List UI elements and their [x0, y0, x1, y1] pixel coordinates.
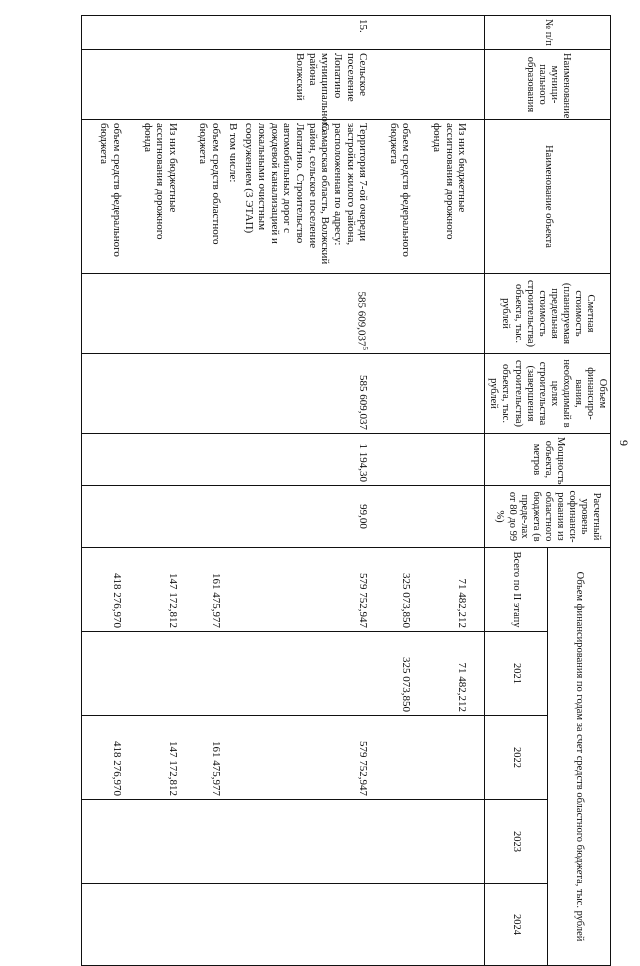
- cell-2023: [195, 800, 224, 884]
- header-estimate: Сметная стоимость (планируемая предельная стоимость строительства) объекта, тыс. рублей: [485, 274, 611, 354]
- cell-2023: [139, 800, 181, 884]
- table-row: [125, 16, 139, 966]
- row-label: Из них бюджетные ассигнования дорожного фонда: [428, 120, 470, 274]
- cell-2022: 147 172,812: [139, 716, 181, 800]
- header-funding-group: Объем финансирования по годам за счет средств областного бюджета, тыс. рублей: [548, 548, 611, 966]
- table-row: [241, 16, 371, 966]
- header-municipality: Наименование муници-пального образования: [485, 50, 611, 120]
- row-label: В том числе:: [224, 120, 241, 274]
- cell-2024: [139, 884, 181, 966]
- header-capacity: Мощность объекта, метров: [485, 434, 611, 486]
- header-year-2023: 2023: [485, 800, 548, 884]
- table-row: [428, 16, 470, 966]
- cell-financing-volume: 585 609,037: [241, 354, 371, 434]
- cell-2022: 161 475,977: [195, 716, 224, 800]
- cell-2022: [385, 716, 414, 800]
- cell-2021: [96, 632, 125, 716]
- table-row: [224, 16, 241, 966]
- cell-capacity: 1 194,30: [241, 434, 371, 486]
- row-label: Из них бюджетные ассигнования дорожного фонда: [139, 120, 181, 274]
- row-label: объем средств федерального бюджета: [385, 120, 414, 274]
- cell-total: 325 073,850: [385, 548, 414, 632]
- table-row: [139, 16, 181, 966]
- header-total: Всего по II этапу: [485, 548, 548, 632]
- header-year-2022: 2022: [485, 716, 548, 800]
- cell-total: 161 475,977: [195, 548, 224, 632]
- cell-estimate: [241, 274, 371, 354]
- cell-total: 579 752,947: [241, 548, 371, 632]
- cell-2024: [385, 884, 414, 966]
- cell-2021: [139, 632, 181, 716]
- cell-2024: [96, 884, 125, 966]
- cell-total: 147 172,812: [139, 548, 181, 632]
- row-label: объем средств федерального бюджета: [96, 120, 125, 274]
- cell-2023: [96, 800, 125, 884]
- cell-total: 418 276,970: [96, 548, 125, 632]
- cell-2023: [428, 800, 470, 884]
- table-row: [371, 16, 385, 966]
- cell-2021: 71 482,212: [428, 632, 470, 716]
- page-number: 9: [617, 440, 631, 446]
- table-row: [181, 16, 195, 966]
- cell-2022: 579 752,947: [241, 716, 371, 800]
- table-row: [195, 16, 224, 966]
- cell-2022: [428, 716, 470, 800]
- header-year-2024: 2024: [485, 884, 548, 966]
- row-label: объем средств областного бюджета: [195, 120, 224, 274]
- header-no: № п/п: [485, 16, 611, 50]
- funding-table: [81, 15, 611, 966]
- header-year-2021: 2021: [485, 632, 548, 716]
- cell-2021: [241, 632, 371, 716]
- header-financing-volume: Объем финансиро-вания, необходимый в целях строительства (завершения строительства) объекта, тыс. рублей: [485, 354, 611, 434]
- table-row: [470, 16, 485, 966]
- cell-2024: [241, 884, 371, 966]
- estimate-footnote: 5: [361, 346, 370, 350]
- cell-2023: [385, 800, 414, 884]
- header-cofinancing: Расчетный уровень софинанси-рования из областного бюджета (в преде-лах от 80 до 99 %): [485, 486, 611, 548]
- table-row: [414, 16, 428, 966]
- object-name: Территория 7-ой очереди застройки жилого района, расположенная по адресу: Самарская область, Волжский район, сельское поселение Лопатино. Строительство автомобильных дорог с дождевой канализацией и локальными очистным сооружением (3 ЭТАП): [241, 120, 371, 274]
- cell-2024: [428, 884, 470, 966]
- cell-total: 71 482,212: [428, 548, 470, 632]
- table-row: [81, 16, 96, 966]
- municipality-name: Сельское поселение Лопатино муниципального района Волжский: [241, 50, 371, 120]
- table-row: [96, 16, 125, 966]
- row-number: 15.: [241, 16, 371, 50]
- estimate-value: 585 609,037: [355, 291, 368, 347]
- header-object: Наименование объекта: [485, 120, 611, 274]
- cell-2024: [195, 884, 224, 966]
- cell-2023: [241, 800, 371, 884]
- cell-cofinancing: 99,00: [241, 486, 371, 548]
- cell-2021: 325 073,850: [385, 632, 414, 716]
- table-row: [385, 16, 414, 966]
- cell-2022: 418 276,970: [96, 716, 125, 800]
- cell-2021: [195, 632, 224, 716]
